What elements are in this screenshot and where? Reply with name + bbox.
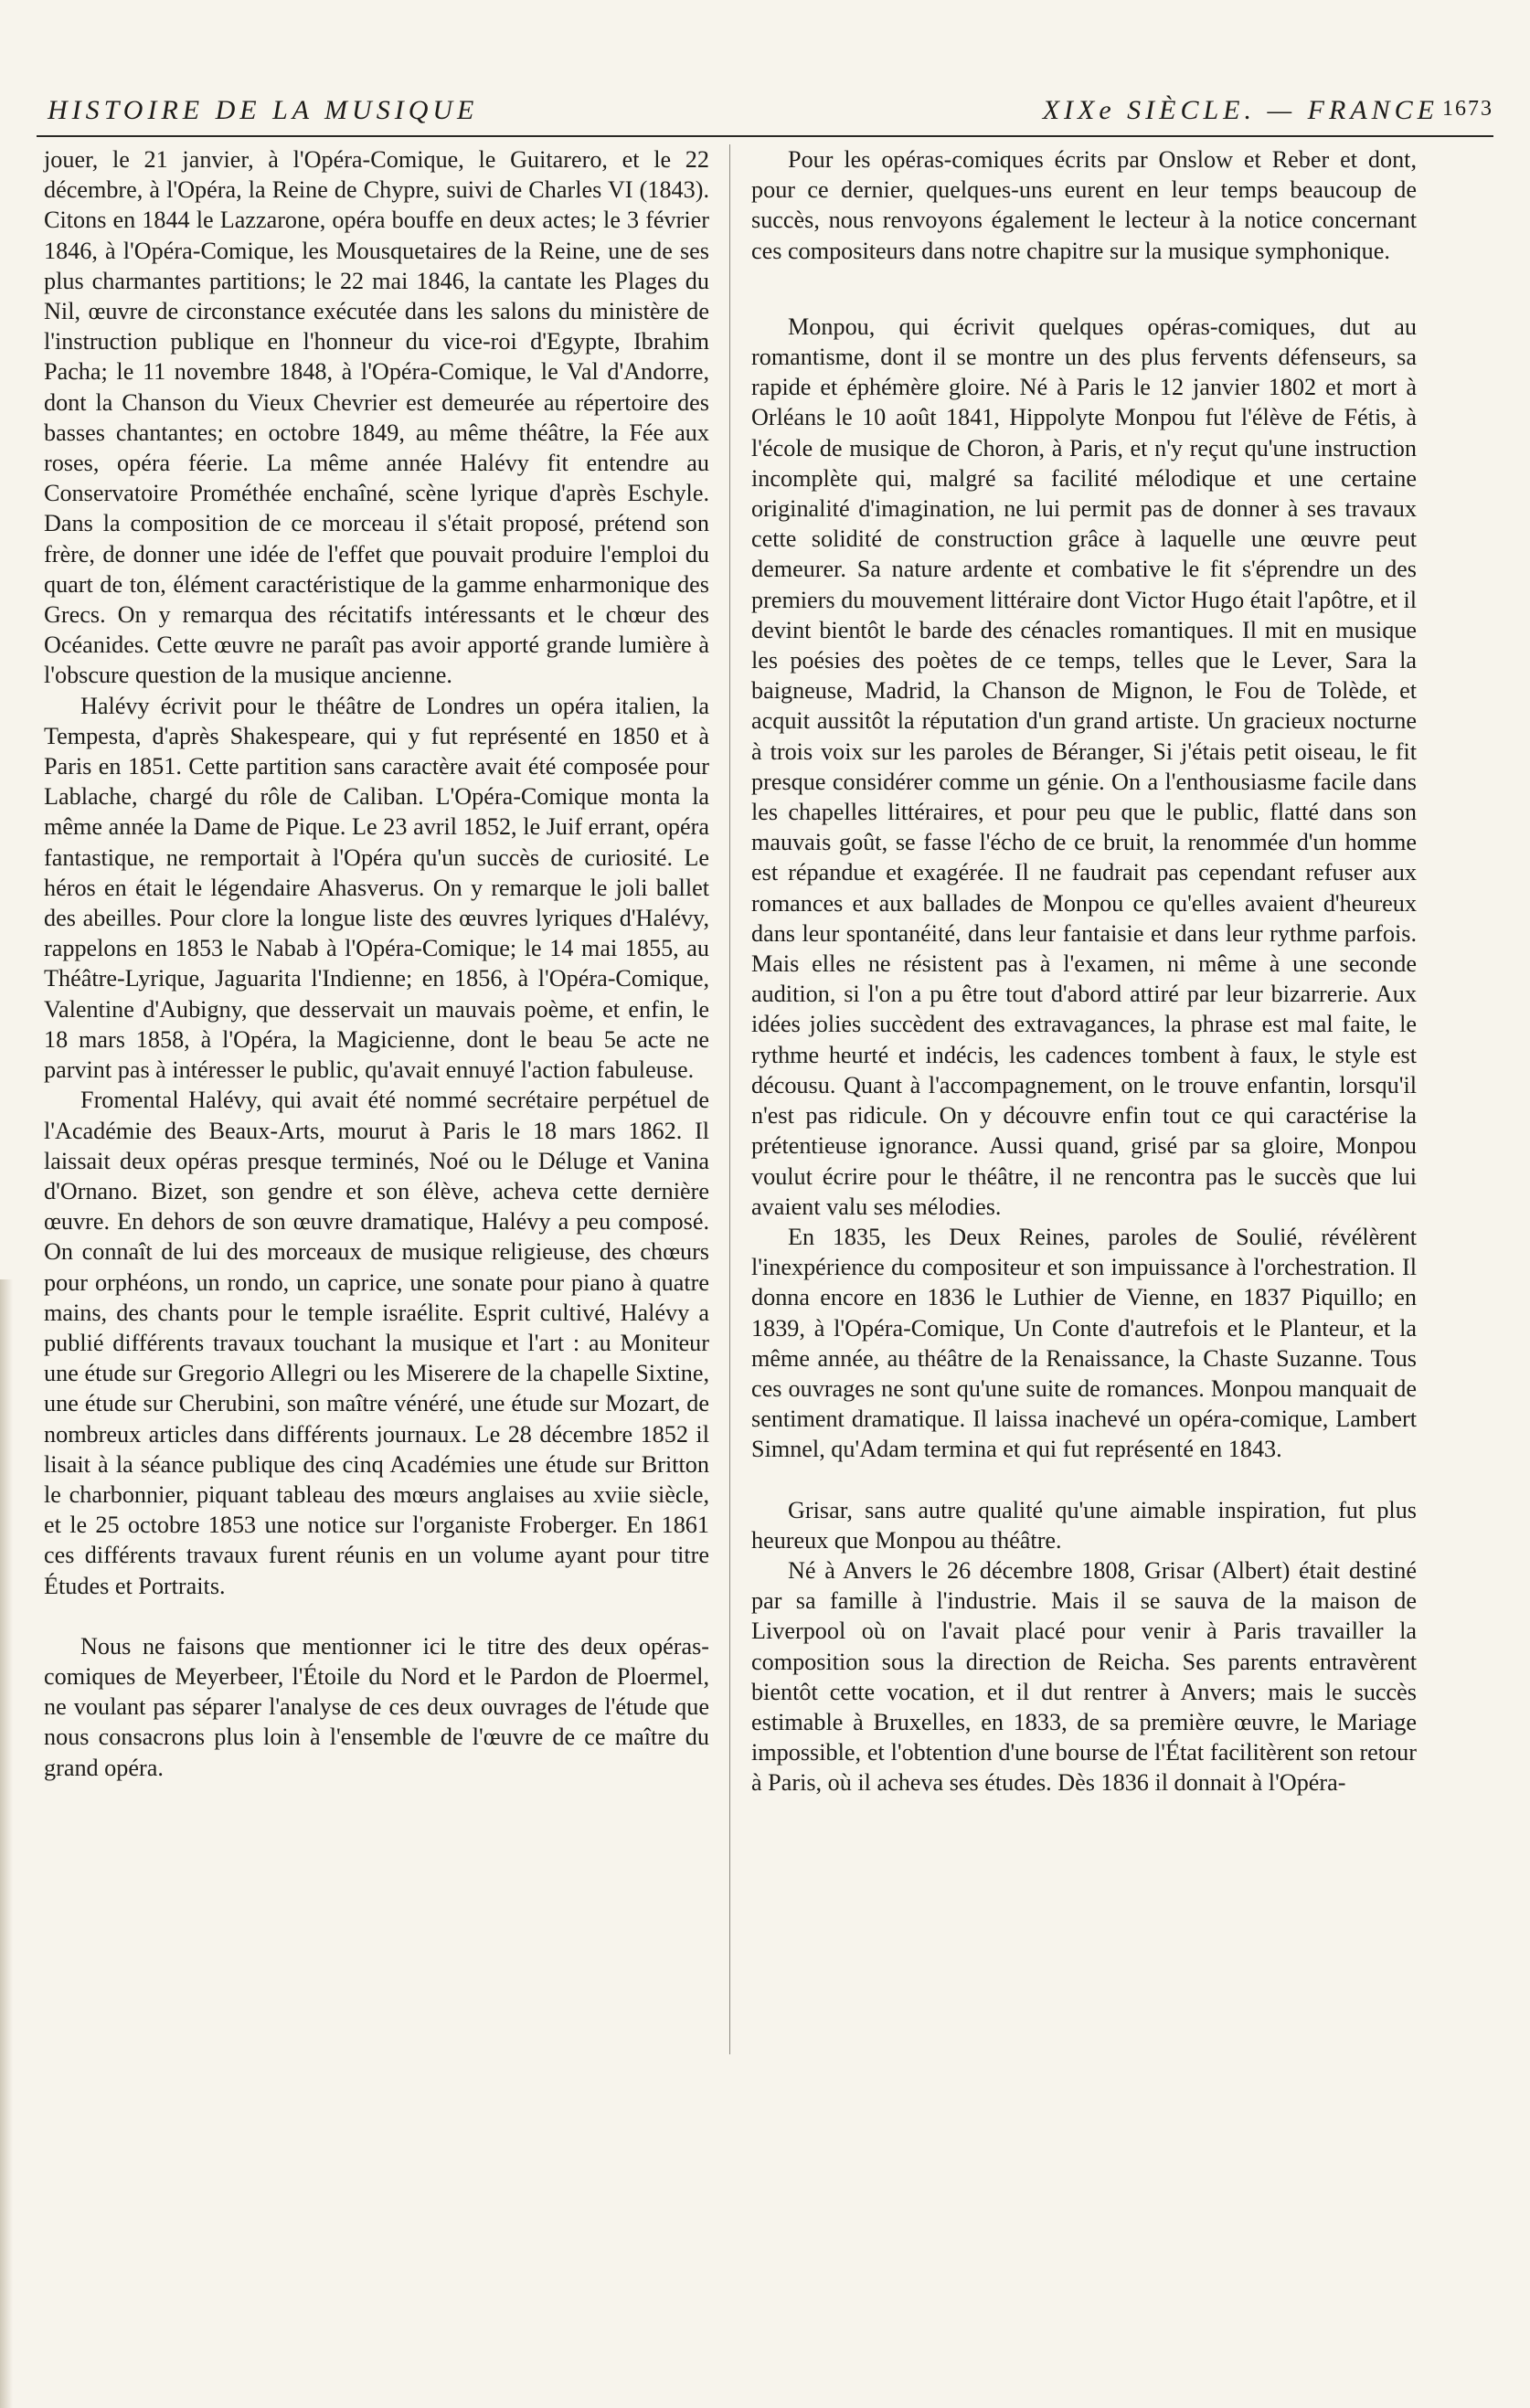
header-left-title: HISTOIRE DE LA MUSIQUE bbox=[48, 95, 479, 125]
header-rule bbox=[37, 135, 1493, 137]
paragraph: Halévy écrivit pour le théâtre de Londres un opéra italien, la Tempesta, d'après Shakespeare, qui y fut représenté en 1850 et à Paris en 1851. Cette partition sans caractère avait été composée pour Lablache, chargé du rôle de Caliban. L'Opéra-Comique monta la même année la Dame de Pique. Le 23 avril 1852, le Juif errant, opéra fantastique, ne remportait à l'Opéra qu'un succès de curiosité. Le héros en était le légendaire Ahasverus. On y remarque le joli ballet des abeilles. Pour clore la longue liste des œuvres lyriques d'Halévy, rappelons en 1853 le Nabab à l'Opéra-Comique; le 14 mai 1855, au Théâtre-Lyrique, Jaguarita l'Indienne; en 1856, à l'Opéra-Comique, Valentine d'Aubigny, que desservait un mauvais poème, et enfin, le 18 mars 1858, à l'Opéra, la Magicienne, dont le beau 5e acte ne parvint pas à intéresser le public, qu'avait ennuyé l'action fabuleuse. bbox=[44, 692, 709, 1084]
paragraph: Nous ne faisons que mentionner ici le titre des deux opéras-comiques de Meyerbeer, l'Étoile du Nord et le Pardon de Ploermel, ne voulant pas séparer l'analyse de ces deux ouvrages de l'étude que nous consacrons plus loin à l'ensemble de l'œuvre de ce maître du grand opéra. bbox=[44, 1632, 709, 1781]
left-column bbox=[44, 144, 709, 1783]
right-column bbox=[751, 144, 1417, 1798]
column-divider bbox=[729, 144, 730, 2054]
paragraph: Fromental Halévy, qui avait été nommé secrétaire perpétuel de l'Académie des Beaux-Arts, mourut à Paris le 18 mars 1862. Il laissait deux opéras presque terminés, Noé ou le Déluge et Vanina d'Ornano. Bizet, son gendre et son élève, acheva cette dernière œuvre. En dehors de son œuvre dramatique, Halévy a peu composé. On connaît de lui des morceaux de musique religieuse, des chœurs pour orphéons, un rondo, un caprice, une sonate pour piano à quatre mains, des chants pour le temple israélite. Esprit cultivé, Halévy a publié différents travaux touchant la musique et l'art : au Moniteur une étude sur Gregorio Allegri ou les Miserere de la chapelle Sixtine, une étude sur Cherubini, son maître vénéré, une étude sur Mozart, de nombreux articles dans différents journaux. Le 28 décembre 1852 il lisait à la séance publique des cinq Académies une étude sur Britton le charbonnier, piquant tableau des mœurs anglaises au xviie siècle, et le 25 octobre 1853 une notice sur l'organiste Froberger. En 1861 ces différents travaux furent réunis en un volume ayant pour titre Études et Portraits. bbox=[44, 1087, 709, 1599]
paragraph: jouer, le 21 janvier, à l'Opéra-Comique, le Guitarero, et le 22 décembre, à l'Opéra, la Reine de Chypre, suivi de Charles VI (1843). Citons en 1844 le Lazzarone, opéra bouffe en deux actes; le 3 février 1846, à l'Opéra-Comique, les Mousquetaires de la Reine, une de ses plus charmantes partitions; le 22 mai 1846, la cantate les Plages du Nil, œuvre de circonstance exécutée dans les salons du ministère de l'instruction publique en l'honneur du vice-roi d'Egypte, Ibrahim Pacha; le 11 novembre 1848, à l'Opéra-Comique, le Val d'Andorre, dont la Chanson du Vieux Chevrier est demeurée au répertoire des basses chantantes; en octobre 1849, au même théâtre, la Fée aux roses, opéra féerie. La même année Halévy fit entendre au Conservatoire Prométhée enchaîné, scène lyrique d'après Eschyle. Dans la composition de ce morceau il s'était proposé, prétend son frère, de donner une idée de l'effet que pouvait produire l'emploi du quart de ton, élément caractéristique de la gamme enharmonique des Grecs. On y remarqua des récitatifs intéressants et le chœur des Océanides. Cette œuvre ne paraît pas avoir apporté grande lumière à l'obscure question de la musique ancienne. bbox=[44, 146, 709, 689]
page-number: 1673 bbox=[1442, 97, 1493, 121]
paragraph: En 1835, les Deux Reines, paroles de Soulié, révélèrent l'inexpérience du compositeur et son impuissance à l'orchestration. Il donna encore en 1836 le Luthier de Vienne, en 1837 Piquillo; en 1839, à l'Opéra-Comique, Un Conte d'autrefois et le Planteur, et la même année, au théâtre de la Renaissance, la Chaste Suzanne. Tous ces ouvrages ne sont qu'une suite de romances. Monpou manquait de sentiment dramatique. Il laissa inachevé un opéra-comique, Lambert Simnel, qu'Adam termina et qui fut représenté en 1843. bbox=[751, 1223, 1417, 1463]
paragraph: Grisar, sans autre qualité qu'une aimable inspiration, fut plus heureux que Monpou au théâtre. bbox=[751, 1496, 1417, 1554]
paragraph: Né à Anvers le 26 décembre 1808, Grisar (Albert) était destiné par sa famille à l'industrie. Mais il se sauva de la maison de Liverpool où on l'avait placé pour venir à Paris travailler la composition sous la direction de Reicha. Ses parents entravèrent bientôt cette vocation, et il dut rentrer à Anvers; mais le succès estimable à Bruxelles, en 1833, de sa première œuvre, le Mariage impossible, et l'obtention d'une bourse de l'État facilitèrent son retour à Paris, où il acheva ses études. Dès 1836 il donnait à l'Opéra- bbox=[751, 1556, 1417, 1797]
paragraph: Monpou, qui écrivit quelques opéras-comiques, dut au romantisme, dont il se montre un des plus fervents défenseurs, sa rapide et éphémère gloire. Né à Paris le 12 janvier 1802 et mort à Orléans le 10 août 1841, Hippolyte Monpou fut l'élève de Fétis, à l'école de musique de Choron, à Paris, et n'y reçut qu'une instruction incomplète qui, malgré sa facilité mélodique et une certaine originalité d'imagination, ne lui permit pas de donner à ses travaux cette solidité de construction grâce à laquelle une œuvre peut demeurer. Sa nature ardente et combative le fit s'éprendre un des premiers du mouvement littéraire dont Victor Hugo était l'apôtre, et il devint bientôt le barde des cénacles romantiques. Il mit en musique les poésies des poètes de ce temps, telles que le Lever, Sara la baigneuse, Madrid, la Chanson de Mignon, le Fou de Tolède, et acquit aussitôt la réputation d'un grand artiste. Un gracieux nocturne à trois voix sur les paroles de Béranger, Si j'étais petit oiseau, le fit presque considérer comme un génie. On a l'enthousiasme facile dans les chapelles littéraires, et pour peu que le public, flatté dans son mauvais goût, se fasse l'écho de ce bruit, la renommée d'un homme est répandue et exagérée. Il ne faudrait pas cependant refuser aux romances et aux ballades de Monpou ce qu'elles avaient d'heureux dans leur spontanéité, dans leur fantaisie et dans leur rythme parfois. Mais elles ne résistent pas à l'examen, ni même à une seconde audition, si l'on a pu être tout d'abord attiré par leur bizarrerie. Aux idées jolies succèdent des extravagances, la phrase est mal faite, le rythme heurté et indécis, les cadences tombent à faux, le style est décousu. Quant à l'accompagnement, on le trouve enfantin, lorsqu'il n'est pas ridicule. On y découvre enfin tout ce qui caractérise la prétentieuse ignorance. Aussi quand, grisé par sa gloire, Monpou voulut écrire pour le théâtre, il ne rencontra pas le succès que lui avaient valu ses mélodies. bbox=[751, 313, 1417, 1220]
page-edge-shadow bbox=[0, 1279, 13, 2408]
paragraph: Pour les opéras-comiques écrits par Onslow et Reber et dont, pour ce dernier, quelques-uns eurent en leur temps beaucoup de succès, nous renvoyons également le lecteur à la notice concernant ces compositeurs dans notre chapitre sur la musique symphonique. bbox=[751, 146, 1417, 264]
header-right-title: XIXe SIÈCLE. — FRANCE bbox=[1042, 95, 1439, 125]
running-header bbox=[48, 88, 1493, 133]
